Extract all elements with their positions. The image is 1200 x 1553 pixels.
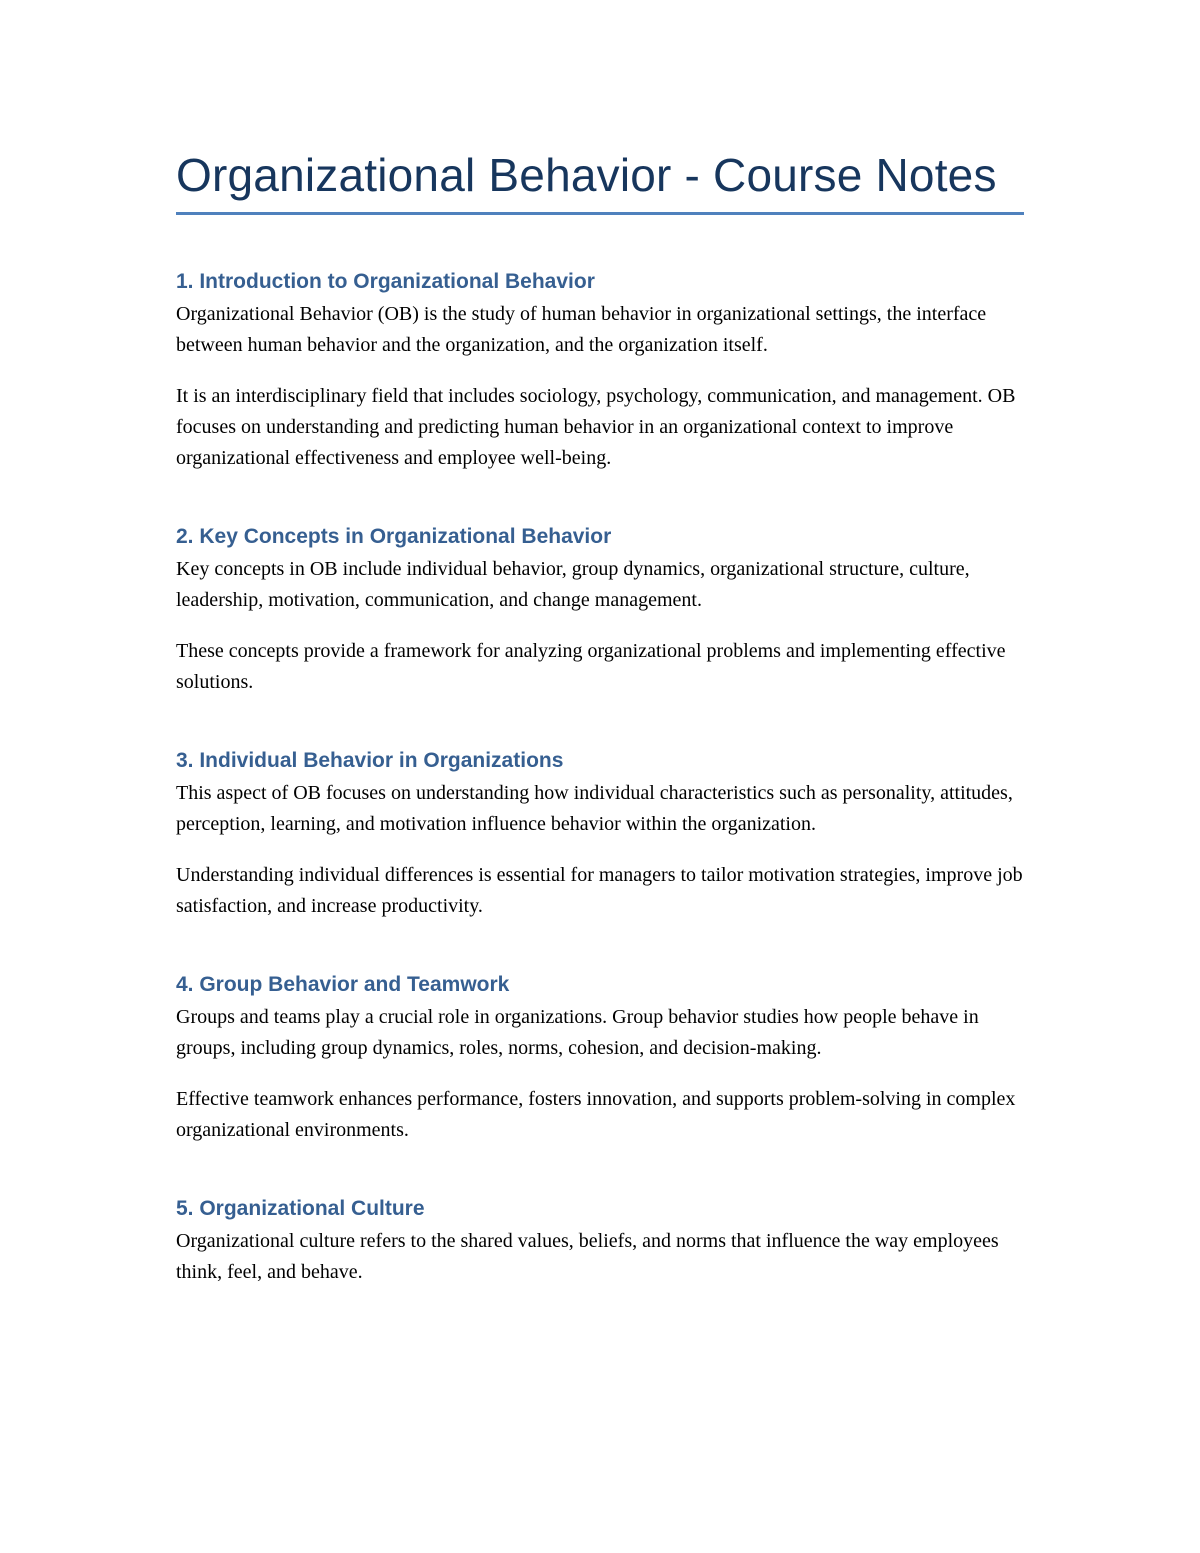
section-paragraph: Key concepts in OB include individual behavior, group dynamics, organizational structure, culture, leadership, motivation, communication, and change management. (176, 558, 970, 611)
section-individual-behavior (176, 746, 1024, 922)
document-title: Organizational Behavior - Course Notes (176, 149, 997, 201)
title-underline (176, 212, 1024, 215)
section-introduction (176, 267, 1024, 474)
section-paragraph: Organizational culture refers to the shared values, beliefs, and norms that influence the way employees think, feel, and behave. (176, 1230, 999, 1283)
section-heading: 2. Key Concepts in Organizational Behavior (176, 525, 612, 548)
section-group-behavior (176, 970, 1024, 1146)
section-heading: 4. Group Behavior and Teamwork (176, 973, 510, 996)
section-heading: 5. Organizational Culture (176, 1197, 425, 1220)
section-paragraph: This aspect of OB focuses on understanding how individual characteristics such as personality, attitudes, perception, learning, and motivation influence behavior within the organization. (176, 782, 1013, 835)
document-page (176, 140, 1024, 1288)
section-paragraph: Groups and teams play a crucial role in organizations. Group behavior studies how people behave in groups, including group dynamics, roles, norms, cohesion, and decision-making. (176, 1006, 979, 1059)
section-paragraph: Organizational Behavior (OB) is the study of human behavior in organizational settings, the interface between human behavior and the organization, and the organization itself. (176, 303, 987, 356)
section-key-concepts (176, 522, 1024, 698)
section-paragraph: It is an interdisciplinary field that includes sociology, psychology, communication, and management. OB focuses on understanding and predicting human behavior in an organizational context to improve organizational effectiveness and employee well-being. (176, 385, 1016, 469)
section-paragraph: These concepts provide a framework for analyzing organizational problems and implementing effective solutions. (176, 640, 1006, 693)
section-heading: 1. Introduction to Organizational Behavior (176, 270, 595, 293)
section-heading: 3. Individual Behavior in Organizations (176, 749, 564, 772)
section-paragraph: Understanding individual differences is essential for managers to tailor motivation strategies, improve job satisfaction, and increase productivity. (176, 864, 1023, 917)
section-organizational-culture (176, 1194, 1024, 1288)
section-paragraph: Effective teamwork enhances performance, fosters innovation, and supports problem-solving in complex organizational environments. (176, 1088, 1016, 1141)
